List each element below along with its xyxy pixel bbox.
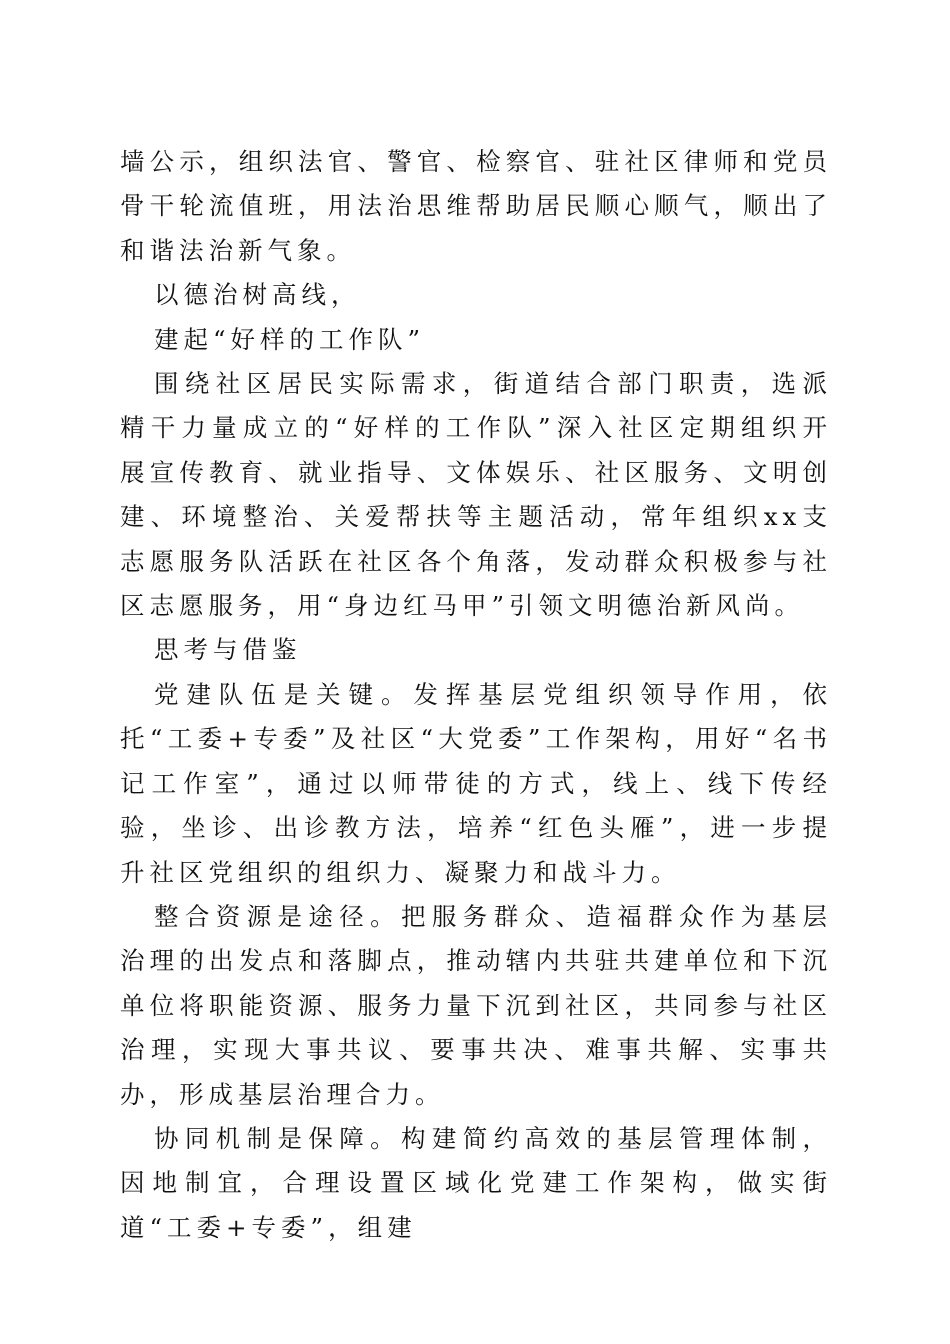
paragraph-work-team: 围绕社区居民实际需求，街道结合部门职责，选派精干力量成立的“好样的工作队”深入社区定期组织开展宣传教育、就业指导、文体娱乐、社区服务、文明创建、环境整治、关爱帮扶等主题活动，常年组织xx支志愿服务队活跃在社区各个角落，发动群众积极参与社区志愿服务，用“身边红马甲”引领文明德治新风尚。 <box>120 369 832 621</box>
document-body <box>120 140 832 1250</box>
section-heading-line-1: 以德治树高线， <box>154 280 361 310</box>
section-heading-reflection: 思考与借鉴 <box>154 635 302 665</box>
paragraph-resources: 整合资源是途径。把服务群众、造福群众作为基层治理的出发点和落脚点，推动辖内共驻共建单位和下沉单位将职能资源、服务力量下沉到社区，共同参与社区治理，实现大事共议、要事共决、难事共解、实事共办，形成基层治理合力。 <box>120 901 832 1109</box>
paragraph-mechanism: 协同机制是保障。构建简约高效的基层管理体制，因地制宜，合理设置区域化党建工作架构，做实街道“工委+专委”，组建 <box>120 1123 832 1242</box>
section-heading-line-2: 建起“好样的工作队” <box>154 324 426 354</box>
paragraph-continuation: 墙公示，组织法官、警官、检察官、驻社区律师和党员骨干轮流值班，用法治思维帮助居民顺心顺气，顺出了和谐法治新气象。 <box>120 147 832 265</box>
paragraph-party-team: 党建队伍是关键。发挥基层党组织领导作用，依托“工委+专委”及社区“大党委”工作架构，用好“名书记工作室”，通过以师带徒的方式，线上、线下传经验，坐诊、出诊教方法，培养“红色头雁”，进一步提升社区党组织的组织力、凝聚力和战斗力。 <box>120 679 832 887</box>
